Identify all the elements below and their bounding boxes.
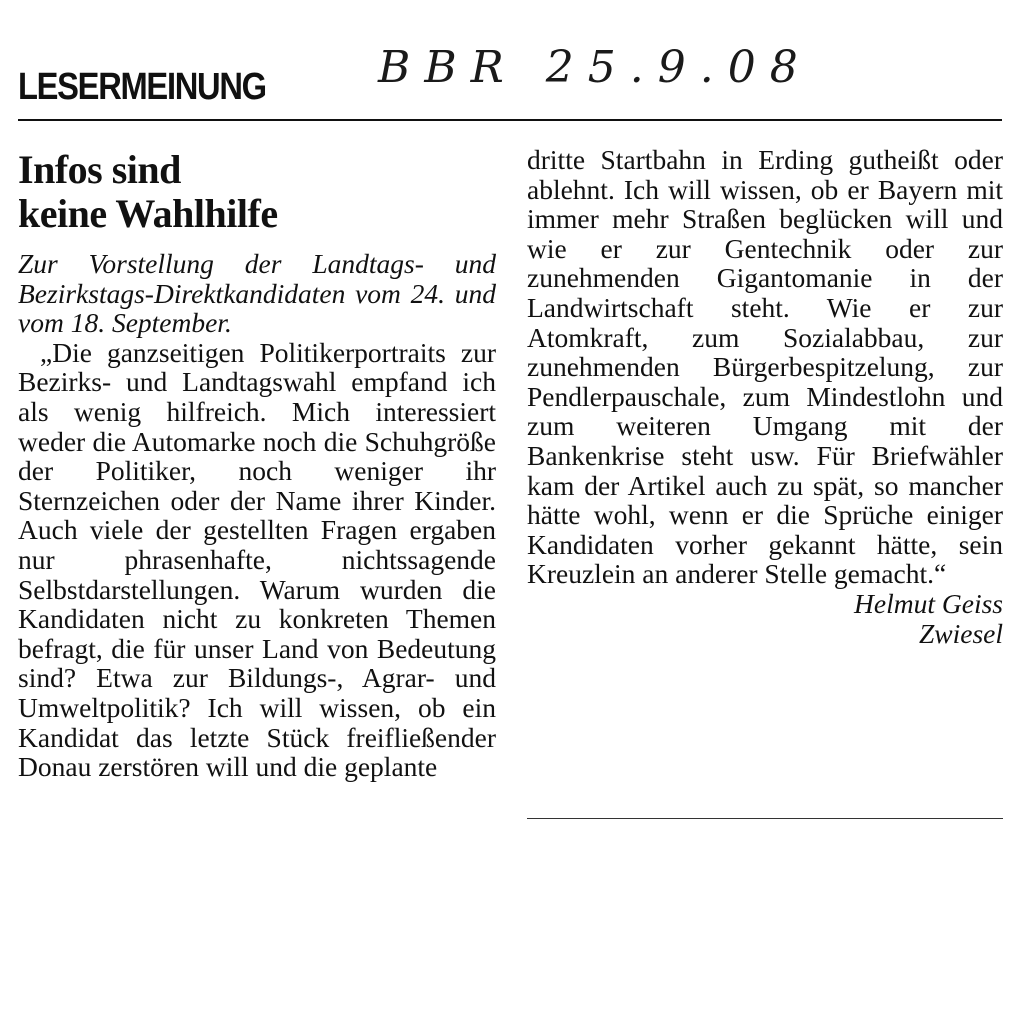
headline-line-2: keine Wahlhilfe bbox=[18, 191, 278, 236]
headline-line-1: Infos sind bbox=[18, 147, 181, 192]
article-headline bbox=[18, 148, 498, 236]
article-intro: Zur Vorstellung der Landtags- und Bezirkstags-Direktkandidaten vom 24. und vom 18. September. bbox=[18, 248, 496, 339]
article-body-right: dritte Startbahn in Erding gutheißt oder ablehnt. Ich will wissen, ob er Bayern mit immer mehr Straßen beglücken will und wie er zur Gentechnik oder zur zunehmenden Gigantomanie in der Landwirtschaft steht. Wie er zur Atomkraft, zum Sozialabbau, zur zunehmenden Bürgerbespitzelung, zur Pendlerpauschale, zum Mindestlohn und zum weiteren Umgang mit der Bankenkrise steht usw. Für Briefwähler kam der Artikel auch zu spät, so mancher hätte wohl, wenn er die Sprüche einiger Kandidaten vorher gekannt hätte, sein Kreuzlein an anderer Stelle gemacht.“ bbox=[527, 144, 1003, 590]
handwritten-date-note: BBR 25.9.08 bbox=[378, 42, 812, 93]
article-column-left bbox=[18, 249, 496, 782]
article-column-right bbox=[527, 145, 1003, 648]
author-place: Zwiesel bbox=[918, 617, 1003, 649]
article-end-rule bbox=[527, 818, 1003, 819]
section-label: LESERMEINUNG bbox=[18, 66, 266, 108]
header-rule bbox=[18, 119, 1002, 121]
article-body-left: „Die ganzseitigen Politikerportraits zur Bezirks- und Landtagswahl empfand ich als wenig hilfreich. Mich interessiert weder die Automarke noch die Schuhgröße der Politiker, noch weniger ihr Sternzeichen oder der Name ihrer Kinder. Auch viele der gestellten Fragen ergaben nur phrasenhafte, nichtssagende Selbstdarstellungen. Warum wurden die Kandidaten nicht zu konkreten Themen befragt, die für unser Land von Bedeutung sind? Etwa zur Bildungs-, Agrar- und Umweltpolitik? Ich will wissen, ob ein Kandidat das letzte Stück freifließender Donau zerstören will und die geplante bbox=[18, 336, 496, 783]
author-name: Helmut Geiss bbox=[854, 587, 1003, 619]
